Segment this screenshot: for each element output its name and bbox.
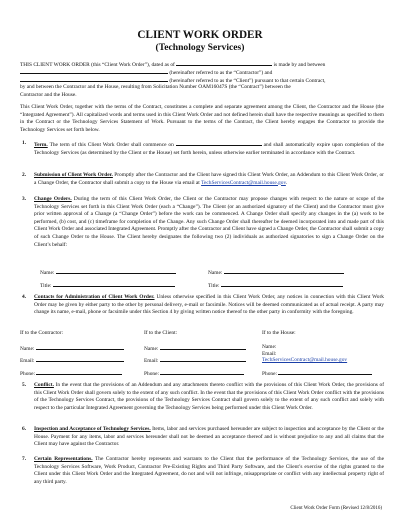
intro-line-1: THIS CLIENT WORK ORDER (this “Client Work Order”), dated as of is made by and between: [20, 62, 326, 68]
contractor-contact-name-blank[interactable]: [36, 344, 124, 350]
contractor-phone-field: Phone:: [20, 369, 122, 378]
section-5-conflict: Conflict. In the event that the provisions of an Addendum and any attachments thereto conflict with the provisions of this Client Work Order, the provisions of this Client Work Order shall govern solely to the extent of any such conflict. In the event that the provisions of this Client Work Order conflict with the provisions of the Technology Services Contract, the provisions of the Technology Services Contract shall govern solely to the extent of any such conflict and solely with respect to the particular Integrated Agreement governing the Technology Services being performed under this Client Work Order.: [34, 382, 384, 411]
section-4-heading: Contacts for Administration of Client Work Order.: [34, 294, 155, 300]
signatory-1-title-blank[interactable]: [53, 281, 175, 287]
section-7-number: 7.: [22, 456, 27, 462]
document-title: CLIENT WORK ORDER: [137, 29, 263, 41]
signatory-2-title-blank[interactable]: [221, 281, 343, 287]
signatory-2-name: Name:: [208, 268, 344, 277]
intro-line-2: (hereinafter referred to as the “Contractor”) and: [20, 68, 384, 78]
house-name-field: Name:: [262, 344, 277, 350]
section-3-heading: Change Orders.: [34, 196, 72, 202]
section-3-number: 3.: [22, 196, 27, 202]
section-6-inspection: Inspection and Acceptance of Technology Services. Items, labor and services purchased hereunder are subject to inspection and acceptance by the Client or the House. Payment for any items, labor and services hereunder shall not be deemed an acceptance thereof and is without prejudice to any and all claims that the Client may have against the Contractor.: [34, 426, 384, 448]
intro-line-5: Contractor and the House.: [20, 92, 77, 98]
signatory-1-title: Title:: [40, 281, 175, 290]
form-footer: Client Work Order Form (Revised 12/8/2016): [290, 506, 382, 511]
contractor-name-field: Name:: [20, 344, 124, 353]
intro-line-4: by and between the Contractor and the House, resulting from Solicitation Number OAM16047S (the “Contract”) between the: [20, 84, 291, 90]
section-2-heading: Submission of Client Work Order.: [34, 172, 113, 178]
section-4-contacts: Contacts for Administration of Client Work Order. Unless otherwise specified in this Client Work Order, any notices in connection with this Client Work Order may be given by either party to the other by personal delivery, e-mail or facsimile. Notices will be deemed communicated as of actual receipt. A party may change its name, e-mail, phone or facsimile under this Section 4 by giving written notice thereof to the other party in conformity with the foregoing.: [34, 294, 384, 316]
house-contact-phone-blank[interactable]: [278, 369, 372, 375]
signatory-1-name-blank[interactable]: [56, 268, 176, 274]
client-name-field: Name:: [144, 344, 246, 353]
section-3-change-orders: Change Orders. During the term of this Client Work Order, the Client or the Contractor may propose changes with respect to the nature or scope of the Technology Services set forth in this Client Work Order (each a “Change”). The Client (or an authorized signatory of the Client) and the Contractor must give prior written approval of a Change (a “Change Order”) before the work can be commenced. A Change Order shall specify any changes in the (a) work to be performed, (b) cost, and (c) timeframe for completion of the Change. Any such Change Order shall thereafter be deemed incorporated into and made part of this Client Work Order and associated Integrated Agreement. Promptly after the Contractor and Client have signed a Change Order, the Contractor shall submit a copy of such Change Order to the House. The Client hereby designates the following two (2) individuals as authorized signatories to sign a Change Order on the Client’s behalf:: [34, 196, 384, 248]
signatory-2-title: Title:: [208, 281, 343, 290]
section-2-number: 2.: [22, 172, 27, 178]
house-phone-field: Phone:: [262, 369, 372, 378]
section-6-number: 6.: [22, 426, 27, 432]
client-contact-phone-blank[interactable]: [160, 369, 244, 375]
contractor-contact-phone-blank[interactable]: [36, 369, 122, 375]
document-subtitle: (Technology Services): [155, 42, 245, 53]
section-5-number: 5.: [22, 382, 27, 388]
section-7-heading: Certain Representations.: [34, 456, 93, 462]
section-4-number: 4.: [22, 294, 27, 300]
section-1-term: Term. The term of this Client Work Order shall commence on and shall automatically expire upon completion of the Technology Services (as determined by the Client or the House) set forth herein, unless otherwise earlier terminated in accordance with the Contract.: [34, 142, 384, 156]
client-name-blank[interactable]: [20, 76, 168, 82]
section-5-heading: Conflict.: [34, 382, 54, 388]
contractor-contact-email-blank[interactable]: [36, 356, 124, 362]
intro-line-3: (hereinafter referred to as the “Client”) pursuant to that certain Contract,: [20, 76, 384, 86]
section-2-submission: Submission of Client Work Order. Promptly after the Contractor and the Client have signed this Client Work Order, an Addendum to this Client Work Order, or a Change Order, the Contractor shall submit a copy to the House via email at TechServicesContract@mail.house.gov.: [34, 172, 384, 186]
section-1-heading: Term.: [34, 142, 48, 148]
signatory-2-name-blank[interactable]: [224, 268, 344, 274]
client-contact-email-blank[interactable]: [160, 356, 246, 362]
section-6-heading: Inspection and Acceptance of Technology Services.: [34, 426, 151, 432]
client-email-field: Email:: [144, 356, 246, 365]
contractor-name-blank[interactable]: [20, 68, 168, 74]
signatory-1-name: Name:: [40, 268, 176, 277]
date-blank[interactable]: [176, 60, 272, 66]
client-contact-name-blank[interactable]: [160, 344, 246, 350]
term-start-blank[interactable]: [176, 140, 262, 146]
client-contact-heading: If to the Client:: [144, 330, 178, 336]
house-contact-heading: If to the House:: [262, 330, 296, 336]
house-email-field: Email:: [262, 351, 277, 357]
contractor-email-field: Email:: [20, 356, 124, 365]
contractor-contact-heading: If to the Contractor:: [20, 330, 63, 336]
client-phone-field: Phone:: [144, 369, 244, 378]
house-contact-email: TechServicesContract@mail.house.gov: [262, 357, 348, 363]
section-7-representations: Certain Representations. The Contractor hereby represents and warrants to the Client that the performance of the Technology Services, the use of the Technology Services Software, Work Product, Contractor Pre-Existing Rights and Third Party Software, and the Client’s exercise of the rights granted to the Client under this Client Work Order and the Integrated Agreement, do not and will not infringe, misappropriate or conflict with any intellectual property right of any third party.: [34, 456, 384, 485]
integrated-agreement-paragraph: This Client Work Order, together with the terms of the Contract, constitutes a complete and separate agreement among the Client, the Contractor and the House (the “Integrated Agreement”). All capitalized words and terms used in this Client Work Order and not defined herein shall have the respective meanings as specified to them in the Contract or the Technology Services Statement of Work. Pursuant to the terms of the Contract, the Client hereby engages the Contractor to provide the Technology Services set forth below.: [20, 104, 384, 133]
section-1-number: 1.: [22, 140, 27, 146]
house-email-link[interactable]: TechServicesContract@mail.house.gov: [201, 179, 286, 186]
